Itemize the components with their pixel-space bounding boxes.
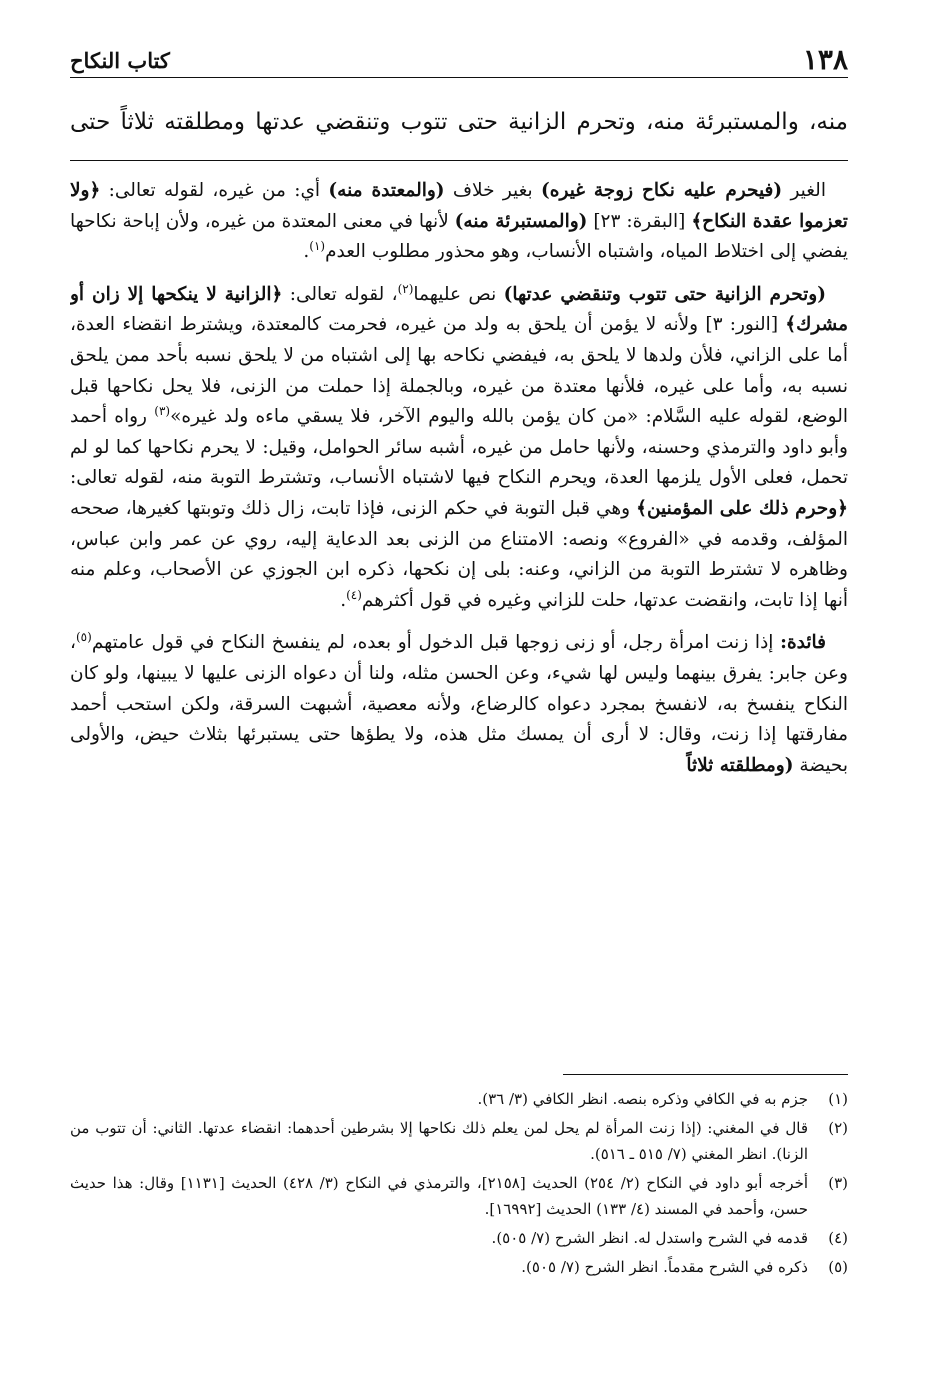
footnote-ref[interactable]: (٥) (75, 630, 92, 645)
footnote-ref[interactable]: (٢) (397, 281, 414, 296)
body-text: [البقرة: ٢٣] (587, 210, 692, 232)
quran-verse: ﴿الزانية لا ينكحها إلا زان أو مشرك﴾ (70, 283, 848, 336)
note-label: فائدة: (780, 632, 826, 654)
footnote-text: جزم به في الكافي وذكره بنصه. انظر الكافي (٣/ ٣٦). (477, 1090, 808, 1108)
footnote-text: قدمه في الشرح واستدل له. انظر الشرح (٧/ ٥٠٥). (491, 1229, 808, 1247)
footnote-number: (٢) (828, 1119, 848, 1137)
quran-verse: ﴿ولا تعزموا عقدة النكاح﴾ (70, 180, 848, 232)
bold-quote: (وتحرم الزانية حتى تتوب وتنقضي عدتها) (503, 283, 826, 305)
footnote-number: (١) (828, 1090, 848, 1108)
footnote (70, 1115, 848, 1167)
body-text: إذا زنت امرأة رجل، أو زنى زوجها قبل الدخول أو بعده، لم ينفسخ النكاح في قول عامتهم (91, 632, 781, 654)
footnotes (70, 1086, 848, 1283)
body-text: . (340, 589, 347, 611)
header-rule (70, 77, 848, 78)
bold-quote: (فيحرم عليه نكاح زوجة غيره) (541, 180, 783, 201)
body-text: نص عليهما (413, 283, 504, 305)
body-text: [النور: ٣] ولأنه لا يؤمن أن يلحق به ولد من غيره، فحرمت كالمعتدة، ويشترط انقضاء العدة، أما على الزاني، فلأن ولدها لا يلحق به، فيفضي نكاحه بها إلى اشتباه من لا يلحق نسبه بأحد ممن يلحق نسبه به، وأما على غيره، فلأنها معتدة من غيره، وبالجملة إذا حملت من الزنى، فلا يحل نكاحها قبل الوضع، لقوله عليه السَّلام: «من كان يؤمن بالله واليوم الآخر، فلا يسقي ماءه ولد غيره» (70, 314, 848, 428)
footnote-number: (٥) (828, 1258, 848, 1276)
body-text: الغير (782, 180, 826, 201)
paragraph (70, 628, 848, 781)
bold-quote: (والمعتدة منه) (328, 180, 445, 201)
body-text: ، لقوله تعالى: (282, 283, 398, 305)
body-text: وهي قبل التوبة في حكم الزنى، فإذا تابت، زال ذلك وتوبتها كغيرها، صححه المؤلف، وقدمه في «الفروع» ونصه: الامتناع من الزنى بعد الدعاية إليه، روي عن عمر وابن عباس، وظاهره لا تشترط التوبة من الزاني، وعنه: بلى إن نكحها، ذكره ابن الجوزي عن الأصحاب، وعلم منه أنها إذا تابت، وانقضت عدتها، حلت للزاني وغيره في قول أكثرهم (70, 497, 848, 611)
page-header (70, 40, 848, 86)
footnote-number: (٤) (828, 1229, 848, 1247)
matn-separator (70, 160, 848, 161)
body-text: بغير خلاف (444, 180, 542, 201)
footnote-number: (٣) (828, 1174, 848, 1192)
body-text: . (303, 241, 310, 263)
footnote-ref[interactable]: (٤) (346, 587, 362, 602)
footnote-separator (563, 1074, 848, 1075)
body-text: لأنها في معنى المعتدة من غيره، ولأن إباحة نكاحها يفضي إلى اختلاط المياه، واشتباه الأنساب، وهو محذور مطلوب العدم (70, 210, 848, 263)
body-text: رواه أحمد وأبو داود والترمذي وحسنه، ولأنها حامل من غيره، أشبه سائر الحوامل، وقيل: لا يحرم نكاحها كما لو لم تحمل، فعلى الأول يلزمها العدة، ويحرم النكاح فيها لاشتباه الأنساب، وتشترط التوبة منه، لقوله تعالى: (70, 406, 848, 489)
running-title: كتاب النكاح (70, 48, 170, 73)
body-text: ، وعن جابر: يفرق بينهما وليس لها شيء، وعن الحسن مثله، ولنا أن دعواه الزنى عليها لا يبينها، ولو كان النكاح ينفسخ به، لانفسخ بمجرد دعواه كالرضاع، ولأنه معصية، أشبهت السرقة، ولكن استحب أحمد مفارقتها إذا زنت، وقال: لا أرى أن يمسك مثل هذه، ولا يطؤها حتى يستبرئها بثلاث حيض، والأولى بحيضة (70, 632, 848, 776)
paragraph (70, 280, 848, 617)
footnote-ref[interactable]: (٣) (154, 404, 171, 418)
body-text: أي: من غيره، لقوله تعالى: (100, 180, 329, 201)
footnote-text: قال في المغني: (إذا زنت المرأة لم يحل لمن يعلم ذلك نكاحها إلا بشرطين أحدهما: انقضاء عدتها. الثاني: أن تتوب من الزنا). انظر المغني (٧/ ٥١٥ ـ ٥١٦). (70, 1119, 808, 1163)
footnote-text: أخرجه أبو داود في النكاح (٢/ ٢٥٤) الحديث [٢١٥٨]، والترمذي في النكاح (٣/ ٤٢٨) الحديث [١١٣١] وقال: هذا حديث حسن، وأحمد في المسند (٤/ ١٣٣) الحديث [١٦٩٩٢]. (70, 1174, 809, 1218)
quran-verse: ﴿وحرم ذلك على المؤمنين﴾ (636, 497, 848, 519)
footnote-text: ذكره في الشرح مقدماً. انظر الشرح (٧/ ٥٠٥). (521, 1258, 808, 1276)
commentary-body (70, 176, 848, 1064)
paragraph (70, 176, 848, 268)
footnote (70, 1254, 848, 1280)
page-number: ١٣٨ (802, 43, 848, 76)
footnote (70, 1225, 848, 1251)
matn-text: منه، والمستبرئة منه، وتحرم الزانية حتى تتوب وتنقضي عدتها ومطلقته ثلاثاً حتى (70, 109, 848, 135)
footnote (70, 1086, 848, 1112)
bold-quote: (ومطلقته ثلاثاً (686, 754, 794, 776)
footnote (70, 1170, 848, 1222)
bold-quote: (والمستبرئة منه) (454, 210, 588, 232)
footnote-ref[interactable]: (١) (309, 239, 326, 254)
